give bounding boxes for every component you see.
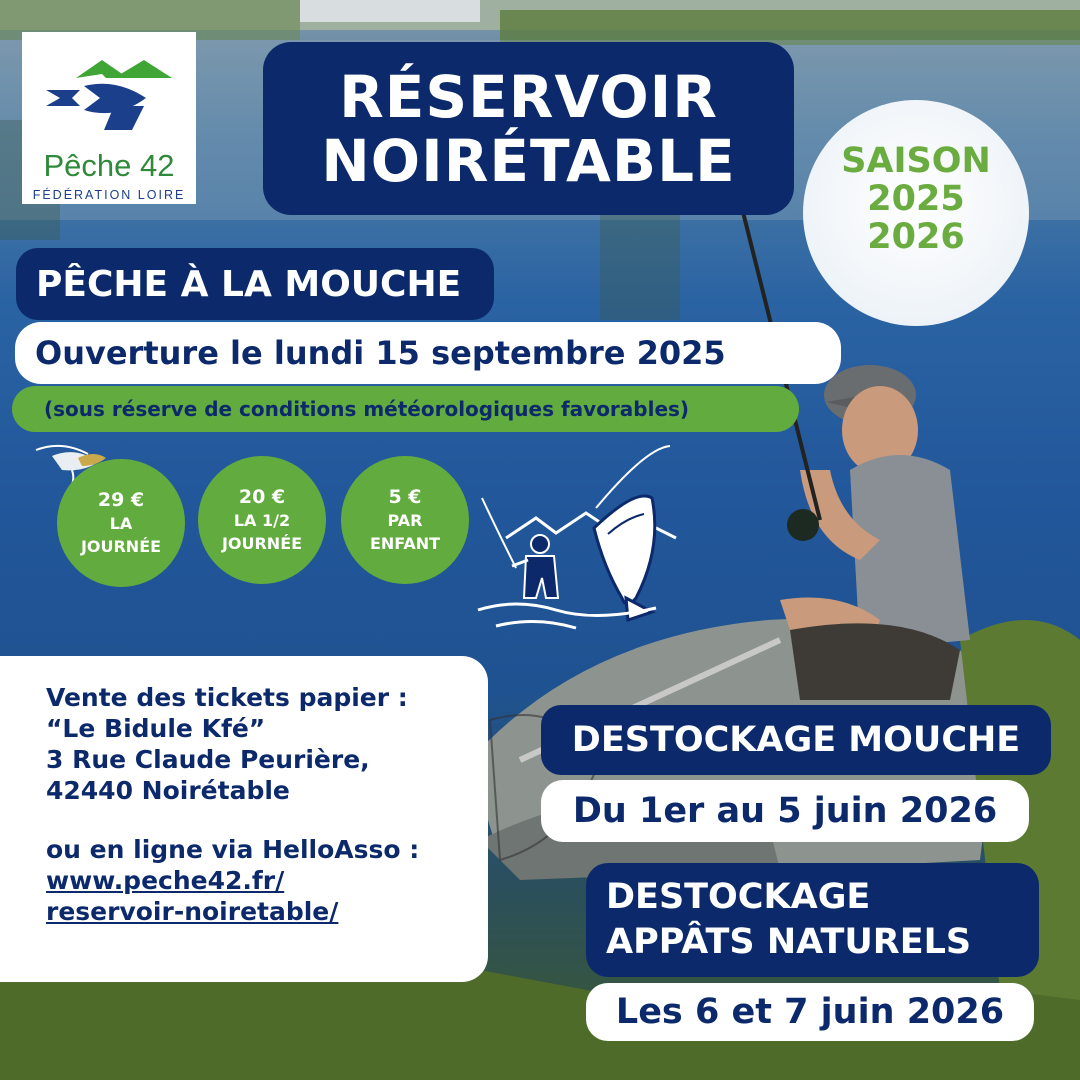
price-day-label-2: JOURNÉE xyxy=(80,537,162,556)
destockage-mouche-heading: DESTOCKAGE MOUCHE xyxy=(541,705,1051,775)
price-half-day-label-2: JOURNÉE xyxy=(221,534,303,553)
price-day-label-1: LA xyxy=(109,514,133,533)
season-year-start: 2025 xyxy=(867,179,965,219)
price-child-label-1: PAR xyxy=(387,511,423,530)
ticket-sales-info xyxy=(0,656,488,982)
title-banner xyxy=(263,42,794,215)
destockage-appats-heading xyxy=(586,863,1039,977)
destockage-appats-heading-line-1: DESTOCKAGE xyxy=(606,877,871,917)
logo-name: Pêche 42 xyxy=(43,148,175,183)
online-sales-heading: ou en ligne via HelloAsso : xyxy=(46,835,420,864)
season-year-end: 2026 xyxy=(867,217,965,257)
ticket-shop-street: 3 Rue Claude Peurière, xyxy=(46,745,370,774)
destockage-appats-dates: Les 6 et 7 juin 2026 xyxy=(586,983,1034,1041)
destockage-mouche-dates: Du 1er au 5 juin 2026 xyxy=(541,780,1029,842)
price-child-label-2: ENFANT xyxy=(369,534,441,553)
price-half-day xyxy=(198,456,326,584)
opening-date: Ouverture le lundi 15 septembre 2025 xyxy=(15,322,841,384)
price-child xyxy=(341,456,469,584)
peche42-logo xyxy=(22,32,196,204)
weather-condition-note: (sous réserve de conditions météorologiques favorables) xyxy=(12,386,799,432)
fisherman-trout-illustration-icon xyxy=(476,438,686,644)
price-day xyxy=(57,459,185,587)
ticket-shop-name: “Le Bidule Kfé” xyxy=(46,714,266,743)
ticket-shop-city: 42440 Noirétable xyxy=(46,776,290,805)
ticket-sales-heading: Vente des tickets papier : xyxy=(46,683,408,712)
fly-fishing-heading: PÊCHE À LA MOUCHE xyxy=(16,248,494,320)
season-label: SAISON xyxy=(841,141,991,181)
title-line-1: RÉSERVOIR xyxy=(339,62,718,131)
title-line-2: NOIRÉTABLE xyxy=(321,126,736,195)
fish-fly-logo-icon xyxy=(44,50,174,142)
destockage-appats-heading-line-2: APPÂTS NATURELS xyxy=(606,922,972,962)
price-half-day-amount: 20 € xyxy=(238,486,286,508)
logo-subtitle: FÉDÉRATION LOIRE xyxy=(32,188,186,202)
price-half-day-label-1: LA 1/2 xyxy=(233,511,291,530)
price-child-amount: 5 € xyxy=(388,486,422,508)
season-badge xyxy=(803,100,1029,326)
price-day-amount: 29 € xyxy=(97,489,145,511)
online-sales-link-part-1[interactable]: www.peche42.fr/ xyxy=(46,866,285,895)
online-sales-link-part-2[interactable]: reservoir-noiretable/ xyxy=(46,897,339,926)
